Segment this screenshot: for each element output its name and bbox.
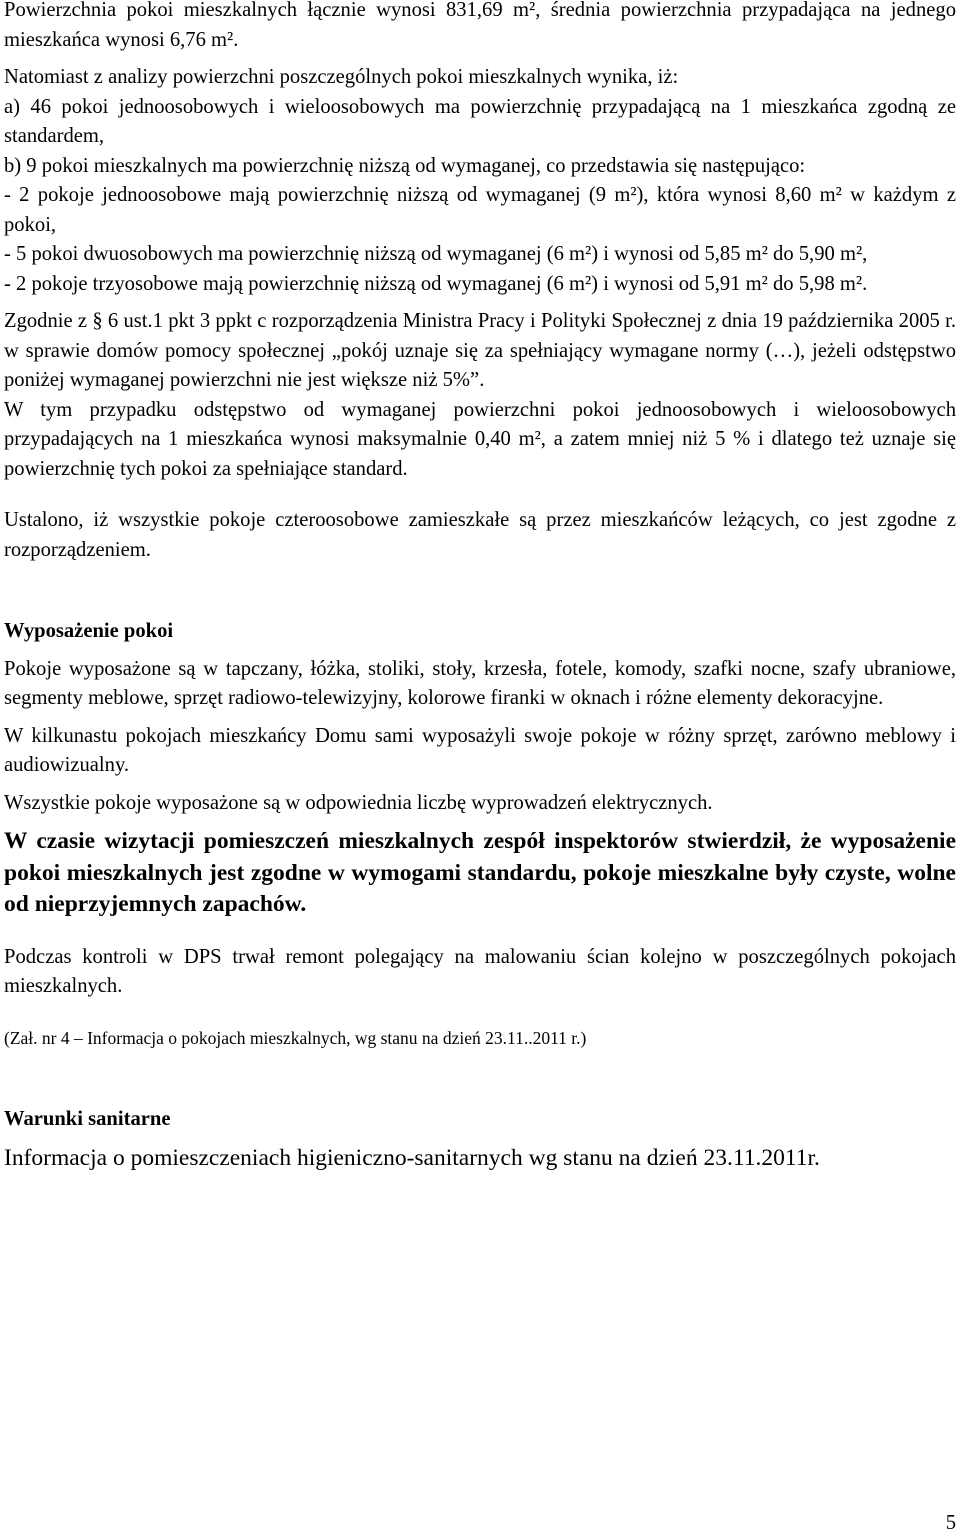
analysis-detail-double-rooms: - 5 pokoi dwuosobowych ma powierzchnię niższą od wymaganej (6 m²) i wynosi od 5,85 m² do 5,90 m², — [4, 243, 868, 265]
sanitary-heading: Warunki sanitarne — [4, 1108, 171, 1130]
inspection-conclusion: W czasie wizytacji pomieszczeń mieszkalnych zespół inspektorów stwierdził, że wyposażenie pokoi mieszkalnych jest zgodne w wymogami standardu, pokoje mieszkalne były czyste, wolne od nieprzyjemnych zapachów. — [4, 828, 956, 917]
analysis-detail-triple-rooms: - 2 pokoje trzyosobowe mają powierzchnię niższą od wymaganej (6 m²) i wynosi od 5,91 m² do 5,98 m². — [4, 272, 868, 295]
equipment-paragraph: Pokoje wyposażone są w tapczany, łóżka, stoliki, stoły, krzesła, fotele, komody, szafki nocne, szafy ubraniowe, segmenty meblowe, sprzęt radiowo-telewizyjny, kolorowe firanki w oknach i różne elementy dekoracyjne. — [4, 657, 956, 709]
residents-equipment-paragraph: W kilkunastu pokojach mieszkańcy Domu sami wyposażyli swoje pokoje w różny sprzęt, zarówno meblowy i audiowizualny. — [4, 724, 956, 776]
sanitary-info: Informacja o pomieszczeniach higieniczno-sanitarnych wg stanu na dzień 23.11.2011r. — [4, 1144, 820, 1171]
analysis-item-a: a) 46 pokoi jednoosobowych i wieloosobowych ma powierzchnię przypadającą na 1 mieszkańca zgodną ze standardem, — [4, 95, 956, 147]
deviation-paragraph: W tym przypadku odstępstwo od wymaganej powierzchni pokoi jednoosobowych i wieloosobowych przypadających na 1 mieszkańca wynosi maksymalnie 0,40 m², a zatem mniej niż 5 % i dlatego też uznaje się powierzchnię tych pokoi za spełniające standard. — [4, 398, 956, 480]
document-body — [4, 0, 956, 1174]
analysis-detail-single-rooms: - 2 pokoje jednoosobowe mają powierzchnię niższą od wymaganej (9 m²), która wynosi 8,60 m² w każdym z pokoi, — [4, 184, 956, 236]
analysis-item-b: b) 9 pokoi mieszkalnych ma powierzchnię niższą od wymaganej, co przedstawia się następująco: — [4, 154, 806, 177]
page-number: 5 — [945, 1512, 956, 1534]
equipment-heading: Wyposażenie pokoi — [4, 620, 174, 642]
regulation-paragraph: Zgodnie z § 6 ust.1 pkt 3 ppkt c rozporządzenia Ministra Pracy i Polityki Społecznej z dnia 19 października 2005 r. w sprawie domów pomocy społecznej „pokój uznaje się za spełniający wymagane normy (…), jeżeli odstępstwo poniżej wymaganej powierzchni nie jest większe niż 5%”. — [4, 310, 956, 391]
bedridden-paragraph: Ustalono, iż wszystkie pokoje czteroosobowe zamieszkałe są przez mieszkańców leżących, co jest zgodne z rozporządzeniem. — [4, 509, 956, 561]
attachment-note: (Zał. nr 4 – Informacja o pokojach mieszkalnych, wg stanu na dzień 23.11..2011 r.) — [4, 1027, 587, 1048]
analysis-intro: Natomiast z analizy powierzchni poszczególnych pokoi mieszkalnych wynika, iż: — [4, 66, 679, 88]
electric-outlets-paragraph: Wszystkie pokoje wyposażone są w odpowiednia liczbę wyprowadzeń elektrycznych. — [4, 791, 713, 814]
area-summary: Powierzchnia pokoi mieszkalnych łącznie wynosi 831,69 m², średnia powierzchnia przypadająca na jednego mieszkańca wynosi 6,76 m². — [4, 0, 956, 51]
renovation-paragraph: Podczas kontroli w DPS trwał remont polegający na malowaniu ścian kolejno w poszczególnych pokojach mieszkalnych. — [4, 945, 956, 997]
